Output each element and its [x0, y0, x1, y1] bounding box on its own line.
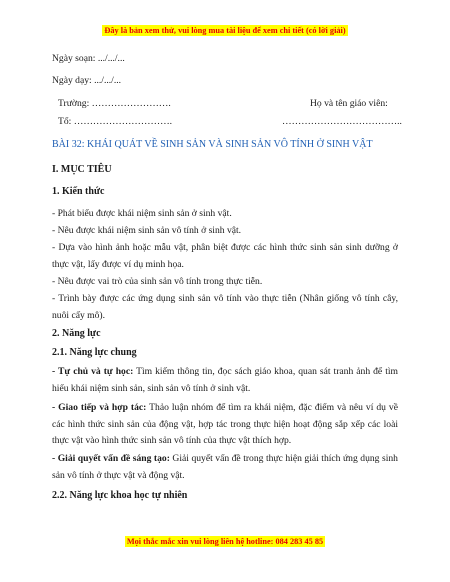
date-taught: Ngày dạy: .../.../... [52, 75, 122, 86]
general-item-text: Giải quyết vấn đề trong thực hiện giải thích ứng dụng sinh sản vô tính ở thực vật và động vật. [52, 453, 398, 481]
knowledge-item: - Nêu được khái niệm sinh sản vô tính ở sinh vật. [52, 225, 242, 236]
lesson-title: BÀI 32: KHÁI QUÁT VỀ SINH SẢN VÀ SINH SẢN VÔ TÍNH Ở SINH VẬT [52, 139, 373, 150]
section-general-competence: 2.1. Năng lực chung [52, 347, 137, 358]
general-item-lead: - Tự chủ và tự học: [52, 366, 134, 377]
preview-notice-banner [0, 26, 450, 35]
knowledge-item: - Trình bày được các ứng dụng sinh sản vô tính vào thực tiễn (Nhân giống vô tính cây, nuôi cấy mô). [52, 293, 398, 321]
knowledge-item: - Nêu được vai trò của sinh sản vô tính trong thực tiễn. [52, 276, 263, 287]
general-item-lead: - Giao tiếp và hợp tác: [52, 402, 147, 413]
school-field: Trường: ……………………. [58, 98, 171, 109]
group-field: Tổ: …………………………. [58, 116, 173, 127]
section-science-competence: 2.2. Năng lực khoa học tự nhiên [52, 490, 188, 501]
teacher-name-label: Họ và tên giáo viên: [310, 98, 388, 109]
general-item-communication [52, 400, 398, 450]
hotline-banner [0, 537, 450, 546]
knowledge-item: - Dựa vào hình ảnh hoặc mẫu vật, phân biệt được các hình thức sinh sản sinh dưỡng ở thực vật, lấy được ví dụ minh họa. [52, 242, 398, 270]
date-prepared: Ngày soạn: .../.../... [52, 53, 125, 64]
teacher-name-blank: ……………………………….. [282, 116, 402, 127]
general-item-problem-solving [52, 451, 398, 484]
preview-notice-text: Đây là bản xem thử, vui lòng mua tài liệu để xem chi tiết (có lời giải) [104, 26, 346, 35]
general-item-text: Tìm kiếm thông tin, đọc sách giáo khoa, quan sát tranh ảnh để tìm hiểu khái niệm sinh sản, sinh sản vô tính ở sinh vật. [52, 366, 398, 394]
section-objectives: I. MỤC TIÊU [52, 164, 112, 175]
general-item-lead: - Giải quyết vấn đề sáng tạo: [52, 453, 170, 464]
general-item-text: Thảo luận nhóm để tìm ra khái niệm, đặc điểm và nêu ví dụ về các hình thức sinh sản của động vật, hợp tác trong thực hiện hoạt động sắp xếp các loài thực vật vào hình thức sinh sản vô tính của thực vật thích hợp. [52, 402, 398, 446]
knowledge-item: - Phát biểu được khái niệm sinh sản ở sinh vật. [52, 208, 232, 219]
section-knowledge: 1. Kiến thức [52, 186, 105, 197]
general-item-self-study [52, 364, 398, 397]
section-competence: 2. Năng lực [52, 328, 101, 339]
hotline-text: Mọi thắc mắc xin vui lòng liên hệ hotline: 084 283 45 85 [126, 537, 324, 546]
